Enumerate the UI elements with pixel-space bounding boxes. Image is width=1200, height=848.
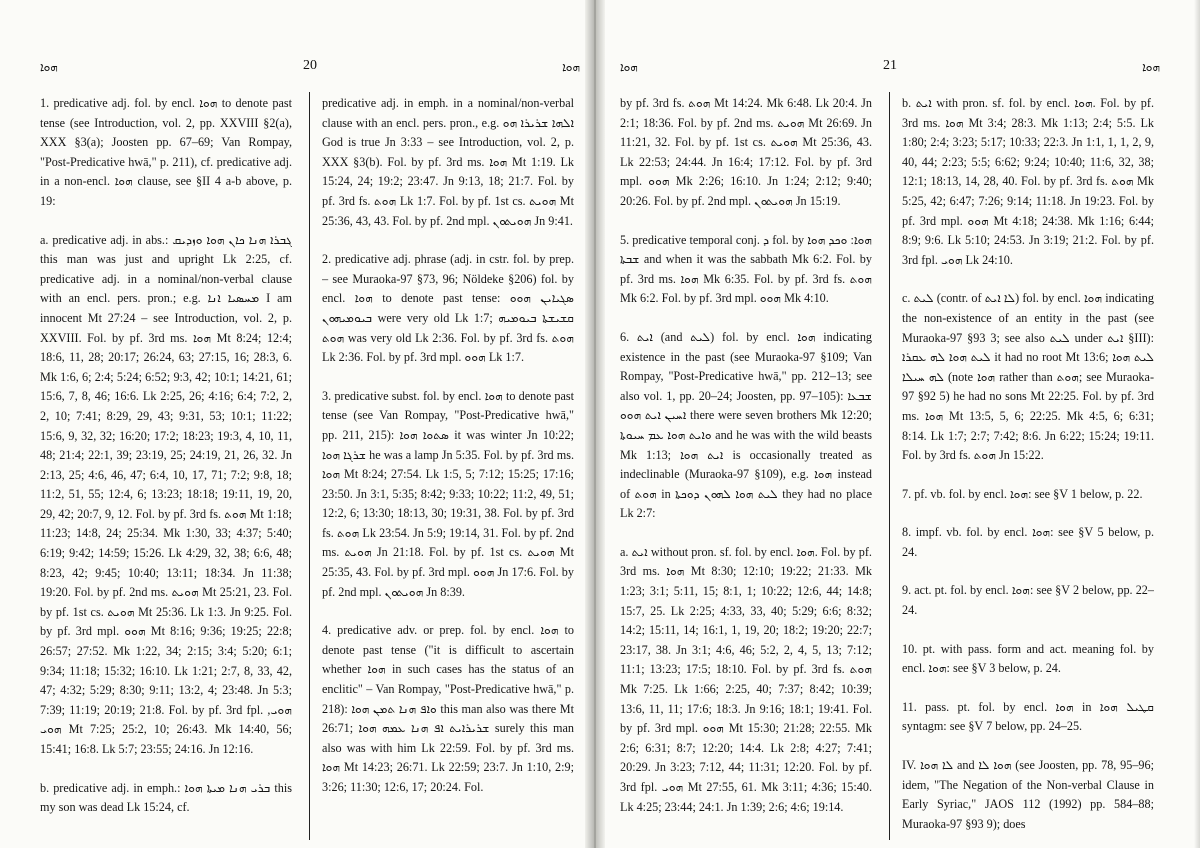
- entry-text: 6. ܐܝܬ (and ܠܝܬ) fol. by encl. ܗܘܐ indicating existence in the past (see Muraoka-97 §109; Van Rompay, "Post-Predicative hwā," pp. 212–13; see also vol. 1, pp. 20–24; Joosten, pp. 97–105): ܫܒܥܐ ܐܚܝܢ ܐܝܬ ܗܘܘ there were seven brothers Mk 12:20; ܘܐܝܬ ܗܘܐ ܥܡ ܚܝܘܬܐ and he was with the wild beasts Mk 1:13; ܐܝܬ ܗܘܐ is occasionally treated as indeclinable (Muraoka-97 §109), e.g. ܗܘܐ instead of ܗܘܬ in ܠܝܬ ܗܘܐ ܠܗܘܢ ܕܘܟܬܐ they had no place Lk 2:7:: [620, 329, 872, 521]
- entry-8: [902, 523, 1154, 562]
- entry-text: 5. predicative temporal conj. ܕ fol. by ܗܘܐ: ܘܟܕ ܗܘܐ ܫܒܬܐ and when it was the sabbath Mk 6:2. Fol. by pf. 3rd ms. ܗܘܐ Mk 6:35. Fol. by pf. 3rd fs. ܗܘܬ Mk 6:2. Fol. by pf. 3rd mpl. ܗܘܘ Mk 4:10.: [620, 232, 872, 306]
- entry-1b-cont: [322, 94, 574, 231]
- entry-text: a. predicative adj. in abs.: ܓܒܪܐ ܗܢܐ ܟܐܢ ܗܘܐ ܘܙܕܝܩ this man was just and upright Lk 2:25, cf. predicative adj. in a nominal/non-verbal clause with an encl. pers. pron.; e.g. ܡܚܣܝܐ ܐܢܐ I am innocent Mt 27:24 – see Introduction, vol. 2, p. XXVIII. Fol. by pf. 3rd ms. ܗܘܐ Mt 8:24; 12:4; 18:6, 11, 28; 20:17; 26:24, 63; 27:15, 16; 28:3, 6. Mk 1:6, 6; 2:4; 5:24; 6:52; 9:3, 42; 10:1; 14:21, 61; 15:6, 7, 8, 46; 16:6. Lk 2:25, 26; 4:16; 6:4; 7:2, 2, 2, 10; 7:41; 8:29, 29, 43; 9:31, 53; 10:1; 11:22; 15:6, 9, 32, 32; 16:20; 17:2; 18:23; 19:3, 4, 10, 11, 48; 21:4; 22:1, 39; 23:19, 25; 24:19, 21, 26, 32. Jn 2:13, 25; 4:6, 46, 47; 6:4, 10, 17, 71; 7:2; 9:8, 18; 11:2, 51, 55; 12:4, 6; 13:23; 18:18; 19:11, 19, 20, 29, 42; 20:7, 9, 12. Fol. by pf. 3rd fs. ܗܘܬ Mt 1:18; 11:23; 14:8, 24; 25:34. Mk 1:30, 33; 4:37; 5:40; 6:19; 9:42; 14:59; 15:26. Lk 4:29, 32, 38; 6:6, 48; 8:23, 42; 9:45; 10:40; 13:11; 18:34. Jn 11:38; 19:20. Fol. by pf. 2nd ms. ܗܘܝܬ Mt 25:21, 23. Fol. by pf. 1st cs. ܗܘܝܬ Mt 25:36. Lk 1:3. Jn 9:25. Fol. by pf. 3rd mpl. ܗܘܘ Mt 8:16; 9:36; 19:25; 22:8; 26:57; 27:52. Mk 1:22, 34; 2:15; 3:4; 5:20; 6:1; 9:34; 11:18; 15:32; 16:10. Lk 1:21; 2:7, 8, 33, 42, 47; 4:32; 5:29; 8:30; 9:11; 13:2, 4; 23:48. Jn 5:3; 7:39; 11:19; 20:19; 21:8. Fol. by pf. 3rd fpl. ܗܘܝ, ܗܘܝ Mt 7:25; 25:2, 10; 26:43. Mk 14:40, 56; 15:41; 16:8. Lk 5:7; 23:55; 24:16. Jn 12:16.: [40, 232, 292, 756]
- entry-2: [322, 250, 574, 368]
- entry-text: 2. predicative adj. phrase (adj. in cstr. fol. by prep. – see Muraoka-97 §73, 96; Nöldeke §206) fol. by encl. ܗܘܐ to denote past tense: ܣܓܝܐܝܢ ܗܘܘ ܒܝܘܡܝܗܘܢ were very old Lk 1:7; ܩܫܝܫܬܐ ܒܝܘܡܝܗ ܗܘܬ was very old Lk 2:36. Fol. by pf. 3rd fs. ܗܘܬ Lk 2:36. Fol. by pf. 3rd mpl. ܗܘܘ Lk 1:7.: [322, 252, 574, 365]
- entry-6b: [902, 94, 1154, 270]
- entry-4: [322, 621, 574, 797]
- right-page-column-1: [620, 94, 872, 848]
- entry-text: 9. act. pt. fol. by encl. ܗܘܐ: see §V 2 below, pp. 22–24.: [902, 583, 1154, 618]
- entry-text: 1. predicative adj. fol. by encl. ܗܘܐ to denote past tense (see Introduction, vol. 2, pp. XXVIII §2(a), XXX §3(a); Joosten pp. 67–69; Van Rompay, "Post-Predicative hwā," p. 211), cf. predicative adj. in a non-encl. ܗܘܐ clause, see §II 4 a-b above, p. 19:: [40, 96, 292, 208]
- left-page-column-2: [322, 94, 574, 848]
- right-page: [620, 0, 1160, 848]
- page-edge: [1194, 0, 1200, 848]
- entry-text: IV. ܠܐ ܗܘܐ and ܗܘܐ ܠܐ (see Joosten, pp. 78, 95–96; idem, "The Negation of the Non-verbal Clause in Early Syriac," JAOS 112 (1992) pp. 584–88; Muraoka-97 §93 9); does: [902, 758, 1154, 831]
- entry-text: 10. pt. with pass. form and act. meaning fol. by encl. ܗܘܐ: see §V 3 below, p. 24.: [902, 641, 1154, 676]
- right-page-column-2: [902, 94, 1154, 848]
- page-number: 21: [883, 58, 897, 73]
- running-head-right: ܗܘܐ: [562, 60, 580, 74]
- running-header: [620, 60, 1160, 80]
- entry-text: a. ܐܝܬ without pron. sf. fol. by encl. ܗܘܐ. Fol. by pf. 3rd ms. ܗܘܐ Mt 8:30; 12:10; 19:22; 21:33. Mk 1:23; 3:1; 5:11, 15; 8:1, 1; 10:22; 12:6, 44; 14:8; 15:7, 25. Lk 2:25; 4:33, 33, 40; 5:29; 6:6; 8:32; 14:2; 15:11, 14; 16:1, 1, 19, 20; 18:2; 19:20; 22:7; 23:17, 38. Jn 3:1; 4:6, 46; 5:2, 2, 4, 5, 13; 7:12; 11:1; 13:23; 17:5; 18:10. Fol. by pf. 3rd fs. ܗܘܬ Mk 7:25. Lk 1:66; 2:25, 40; 7:37; 8:42; 10:39; 13:6, 11, 11; 17:6; 18:3. Jn 9:16; 18:1; 19:41. Fol. by pf. 3rd mpl. ܗܘܘ Mt 15:30; 21:28; 22:55. Mk 2:6; 6:31; 8:7; 12:20; 14:4. Lk 2:8; 4:27; 7:41; 20:29. Jn 3:23; 7:12, 44; 11:31; 12:20. Fol. by pf. 3rd fpl. ܗܘܝ Mt 27:55, 61. Mk 3:11; 4:36; 15:40. Lk 4:25; 23:44; 24:1. Jn 1:39; 2:6; 4:6; 19:14.: [620, 544, 872, 814]
- running-head-left: ܗܘܐ: [620, 60, 638, 74]
- entry-text: c. ܠܝܬ (contr. of ܠܐ ܐܝܬ) fol. by encl. ܗܘܐ indicating the non-existence of an entity in the past (see Muraoka-97 §93 3; see also ܠܝܬ under ܐܝܬ §III): ܠܝܬ ܗܘܐ ܠܗ ܥܩܪܐ it had no root Mt 13:6; ܠܝܬ ܗܘܐ ܠܗ ܚܝܠܐ (note ܗܘܐ rather than ܗܘܬ; see Muraoka-97 §92 5) he had no sons Mt 22:25. Fol. by pf. 3rd ms. ܗܘܐ Mt 13:5, 5, 6; 22:25. Mk 4:5, 6; 6:31; 8:14. Lk 1:7; 2:7; 7:42; 8:6. Jn 6:22; 15:24; 19:11. Fol. by 3rd fs. ܗܘܬ Jn 15:22.: [902, 291, 1154, 463]
- column-rule: [309, 92, 310, 840]
- entry-9: [902, 581, 1154, 620]
- book-gutter: [585, 0, 605, 848]
- entry-text: 8. impf. vb. fol. by encl. ܗܘܐ: see §V 5 below, p. 24.: [902, 525, 1154, 559]
- entry-3: [322, 387, 574, 603]
- entry-4-cont: [620, 94, 872, 212]
- entry-1a: [40, 231, 292, 760]
- entry-1b: [40, 779, 292, 818]
- left-page: [40, 0, 580, 848]
- entry-6: [620, 328, 872, 524]
- entry-text: predicative adj. in emph. in a nominal/non-verbal clause with an encl. pers. pron., e.g. ܐܠܗܐ ܫܪܝܪܐ ܗܘ God is true Jn 3:33 – see Introduction, vol. 2, p. XXX §3(b). Fol. by pf. 3rd ms. ܗܘܐ Mt 1:19. Lk 15:24, 24; 19:2; 23:47. Jn 9:13, 18; 21:7. Fol. by pf. 3rd fs. ܗܘܬ Lk 1:7. Fol. by pf. 1st cs. ܗܘܝܬ Mt 25:36, 43, 43. Fol. by pf. 2nd mpl. ܗܘܝܬܘܢ Jn 9:41.: [322, 96, 574, 228]
- entry-1: [40, 94, 292, 212]
- column-rule: [889, 92, 890, 840]
- entry-text: b. ܐܝܬ with pron. sf. fol. by encl. ܗܘܐ. Fol. by pf. 3rd ms. ܗܘܐ Mt 3:4; 28:3. Mk 1:13; 2:4; 5:5. Lk 1:80; 2:4; 3:23; 5:17; 10:33; 22:3. Jn 1:1, 1, 1, 2, 9, 40, 44; 2:23; 5:5; 6:62; 9:24; 10:40; 11:6, 32, 38; 12:1; 18:13, 14, 28, 40. Fol. by pf. 3rd fs. ܗܘܬ Mk 5:25, 42; 6:47; 7:26; 9:14; 11:18. Jn 19:23. Fol. by pf. 3rd mpl. ܗܘܘ Mt 4:18; 24:38. Mk 1:16; 6:44; 8:9; 9:6. Lk 5:10; 24:53. Jn 3:19; 21:2. Fol. by pf. 3rd fpl. ܗܘܝ Lk 24:10.: [902, 96, 1154, 267]
- entry-IV: [902, 756, 1154, 834]
- entry-11: [902, 698, 1154, 737]
- entry-text: 7. pf. vb. fol. by encl. ܗܘܐ: see §V 1 below, p. 22.: [902, 486, 1143, 501]
- entry-text: b. predicative adj. in emph.: ܒܪܝ ܗܢܐ ܡܝܬܐ ܗܘܐ this my son was dead Lk 15:24, cf.: [40, 780, 292, 815]
- entry-text: 4. predicative adv. or prep. fol. by encl. ܗܘܐ to denote past tense ("it is difficult to ascertain whether ܗܘܐ in such cases has the status of an enclitic" – Van Rompay, "Post-Predicative hwā," p. 218): ܘܐܦ ܗܢܐ ܬܡܢ ܗܘܐ this man also was there Mt 26:71; ܫܪܝܪܐܝܬ ܐܦ ܗܢܐ ܥܡܗ ܗܘܐ surely this man also was with him Lk 22:59. Fol. by pf. 3rd ms. ܗܘܐ Mt 14:23; 26:71. Lk 22:59; 23:7. Jn 1:10, 2:9; 3:26; 11:30; 12:6, 17; 20:24. Fol.: [322, 623, 574, 794]
- running-header: [40, 60, 580, 80]
- page-number: 20: [303, 58, 317, 73]
- entry-6c: [902, 289, 1154, 465]
- entry-7: [902, 485, 1154, 505]
- entry-10: [902, 640, 1154, 679]
- running-head-right: ܗܘܐ: [1142, 60, 1160, 74]
- entry-6a: [620, 543, 872, 817]
- left-page-column-1: [40, 94, 292, 848]
- entry-5: [620, 231, 872, 309]
- running-head-left: ܗܘܐ: [40, 60, 58, 74]
- entry-text: 3. predicative subst. fol. by encl. ܗܘܐ to denote past tense (see Van Rompay, "Post-Predicative hwā," pp. 211, 215): ܣܬܘܐ ܗܘܐ it was winter Jn 10:22; ܫܪܓܐ ܗܘܐ he was a lamp Jn 5:35. Fol. by pf. 3rd ms. ܗܘܐ Mt 8:24; 27:54. Lk 1:5, 5; 7:12; 15:25; 17:16; 23:50. Jn 3:1, 5:35; 8:42; 9:33; 10:22; 11:2, 49, 51; 12:2, 6; 13:30; 18:13, 30; 19:31, 38. Fol. by pf. 3rd fs. ܗܘܬ Lk 23:54. Jn 5:9; 19:14, 31. Fol. by pf. 2nd ms. ܗܘܝܬ Jn 21:18. Fol. by pf. 1st cs. ܗܘܝܬ Mt 25:35, 43. Fol. by pf. 3rd mpl. ܗܘܘ Jn 17:6. Fol. by pf. 2nd mpl. ܗܘܝܬܘܢ Jn 8:39.: [322, 388, 574, 599]
- entry-text: by pf. 3rd fs. ܗܘܬ Mt 14:24. Mk 6:48. Lk 20:4. Jn 2:1; 18:36. Fol. by pf. 2nd ms. ܗܘܝܬ Mt 26:69. Jn 11:21, 32. Fol. by pf. 1st cs. ܗܘܝܬ Mt 25:36, 43. Lk 22:53; 24:44. Jn 16:4; 17:12. Fol. by pf. 3rd mpl. ܗܘܘ Mk 2:26; 16:10. Jn 1:24; 2:12; 9:40; 20:26. Fol. by pf. 2nd mpl. ܗܘܝܬܘܢ Jn 15:19.: [620, 96, 872, 208]
- entry-text: 11. pass. pt. fol. by encl. ܗܘܐ in ܩܛܝܠ ܗܘܐ syntagm: see §V 7 below, pp. 24–25.: [902, 699, 1154, 734]
